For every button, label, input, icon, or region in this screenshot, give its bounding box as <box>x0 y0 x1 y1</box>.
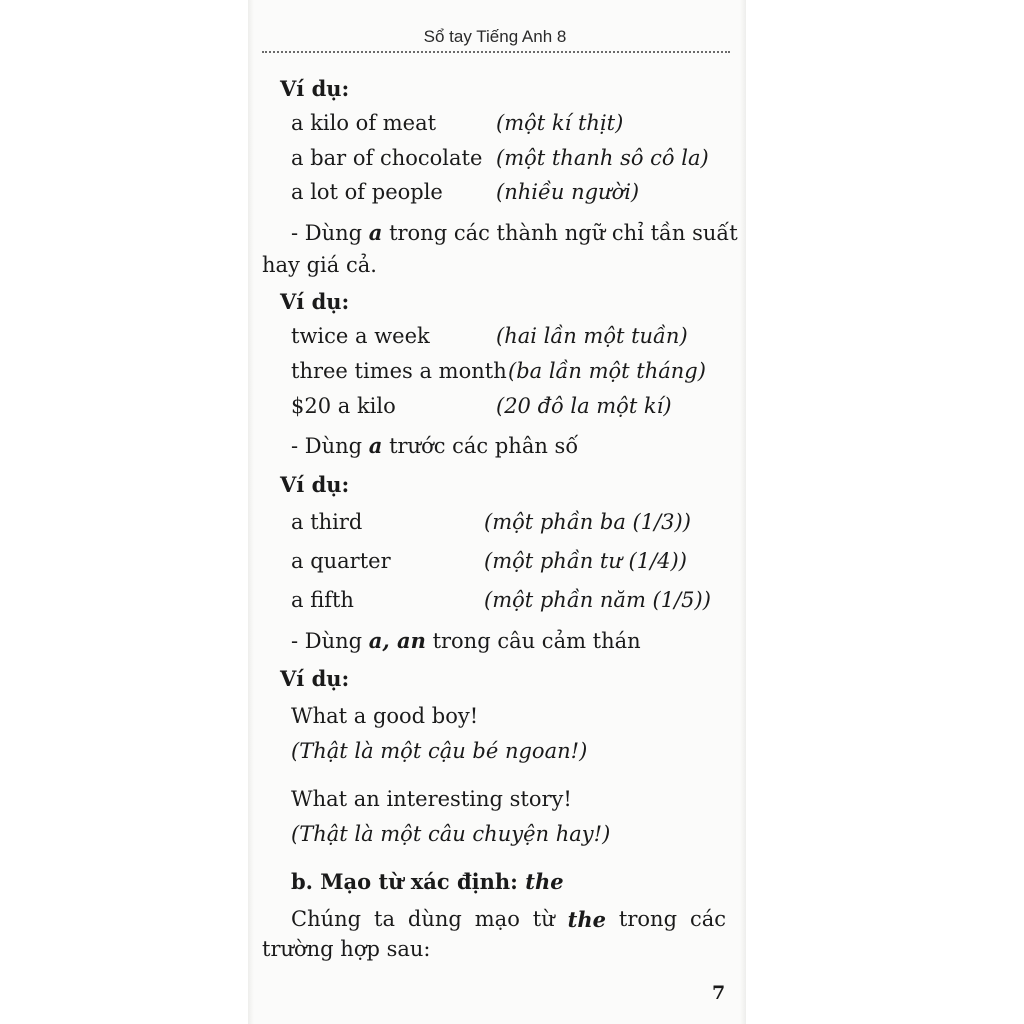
word: trong <box>618 907 678 931</box>
page-edge-right <box>740 0 746 1024</box>
rule-keyword: a <box>368 220 383 245</box>
example-vi: (Thật là một cậu bé ngoan!) <box>291 739 588 763</box>
example-en: a quarter <box>291 549 391 573</box>
example-en: a lot of people <box>291 180 443 204</box>
section-heading-text: b. Mạo từ xác định: <box>291 869 526 894</box>
example-en: a third <box>291 510 363 534</box>
word: từ <box>532 907 555 931</box>
example-vi: (Thật là một câu chuyện hay!) <box>291 822 611 846</box>
example-label-2: Ví dụ: <box>280 289 350 314</box>
example-vi: (một phần tư (1/4)) <box>484 549 687 573</box>
example-label-1: Ví dụ: <box>280 76 350 101</box>
example-vi: (một phần ba (1/3)) <box>484 510 691 534</box>
word: ta <box>374 907 395 931</box>
example-vi: (một kí thịt) <box>496 111 624 135</box>
keyword-the: the <box>567 907 606 932</box>
rule-text: trước các phân số <box>382 434 579 458</box>
section-heading <box>291 871 564 892</box>
example-vi: (20 đô la một kí) <box>496 394 672 418</box>
rule-exclamations <box>291 630 641 652</box>
rule-keyword: a <box>368 433 383 458</box>
example-vi: (hai lần một tuần) <box>496 324 688 348</box>
example-en: a fifth <box>291 588 354 612</box>
example-vi: (nhiều người) <box>496 180 640 204</box>
rule-text: trong các thành ngữ chỉ tần suất <box>382 221 738 245</box>
word: Chúng <box>291 907 362 931</box>
word: các <box>689 907 726 931</box>
word: mạo <box>474 907 520 931</box>
paragraph-line1 <box>291 909 726 930</box>
page-number: 7 <box>712 982 726 1004</box>
rule-prefix: - Dùng <box>291 221 369 245</box>
example-en: a bar of chocolate <box>291 146 483 170</box>
rule-text: trong câu cảm thán <box>425 629 641 653</box>
example-vi: (một thanh sô cô la) <box>496 146 709 170</box>
example-vi: (ba lần một tháng) <box>508 359 706 383</box>
example-en: What a good boy! <box>291 704 479 728</box>
example-label-4: Ví dụ: <box>280 666 350 691</box>
example-en: twice a week <box>291 324 430 348</box>
example-en: What an interesting story! <box>291 787 572 811</box>
rule-frequency-line1 <box>291 222 738 244</box>
page-edge-left <box>248 0 254 1024</box>
header-rule <box>262 51 730 53</box>
rule-keyword: a, an <box>368 628 426 653</box>
example-vi: (một phần năm (1/5)) <box>484 588 711 612</box>
rule-fractions <box>291 435 578 457</box>
example-en: $20 a kilo <box>291 394 396 418</box>
rule-frequency-line2: hay giá cả. <box>262 253 377 277</box>
section-heading-keyword: the <box>525 869 564 894</box>
word: dùng <box>407 907 462 931</box>
rule-prefix: - Dùng <box>291 629 369 653</box>
rule-prefix: - Dùng <box>291 434 369 458</box>
example-en: three times a month <box>291 359 507 383</box>
example-en: a kilo of meat <box>291 111 437 135</box>
paragraph-line2: trường hợp sau: <box>262 937 431 961</box>
running-head: Sổ tay Tiếng Anh 8 <box>423 27 567 46</box>
example-label-3: Ví dụ: <box>280 472 350 497</box>
